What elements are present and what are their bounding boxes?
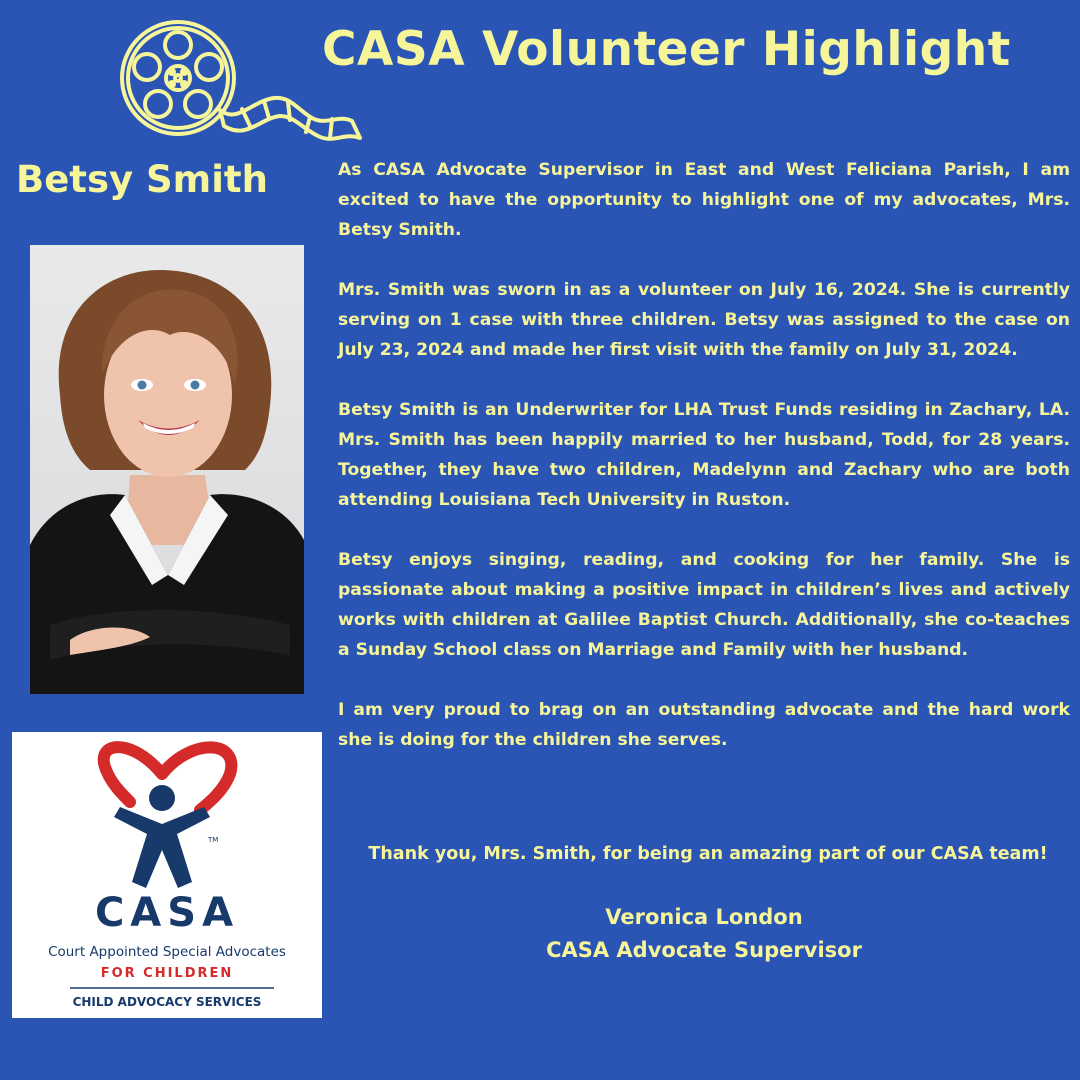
trademark-label: TM <box>208 836 219 844</box>
volunteer-name: Betsy Smith <box>16 158 268 201</box>
article-paragraph: I am very proud to brag on an outstanding advocate and the hard work she is doing for the children she serves. <box>338 700 1070 750</box>
signature-name: Veronica London <box>605 905 803 929</box>
signature-block <box>480 901 928 967</box>
logo-line-1: Court Appointed Special Advocates <box>48 944 286 960</box>
article-paragraph: Betsy Smith is an Underwriter for LHA Trust Funds residing in Zachary, LA. Mrs. Smith has been happily married to her husband, Todd, for 28 years. Together, they have two children, Madelynn and Zachary who are both attending Louisiana Tech University in Ruston. <box>338 400 1070 510</box>
portrait-illustration <box>30 245 304 694</box>
casa-logo <box>12 732 322 1018</box>
article-paragraph: Mrs. Smith was sworn in as a volunteer on July 16, 2024. She is currently serving on 1 case with three children. Betsy was assigned to the case on July 23, 2024 and made her first visit with the family on July 31, 2024. <box>338 280 1070 360</box>
volunteer-photo <box>30 245 304 694</box>
logo-line-2: FOR CHILDREN <box>100 966 234 981</box>
thank-you-line: Thank you, Mrs. Smith, for being an amazing part of our CASA team! <box>368 844 1048 864</box>
article-paragraph: Betsy enjoys singing, reading, and cooking for her family. She is passionate about making a positive impact in children’s lives and actively works with children at Galilee Baptist Church. Additionally, she co-teaches a Sunday School class on Marriage and Family with her husband. <box>338 550 1070 660</box>
signature-role: CASA Advocate Supervisor <box>546 938 862 962</box>
article-body <box>338 155 1070 785</box>
page-title: CASA Volunteer Highlight <box>322 22 1011 77</box>
logo-wordmark: CASA <box>94 890 240 936</box>
logo-line-3: CHILD ADVOCACY SERVICES <box>72 995 262 1009</box>
article-paragraph: As CASA Advocate Supervisor in East and West Feliciana Parish, I am excited to have the opportunity to highlight one of my advocates, Mrs. Betsy Smith. <box>338 160 1070 240</box>
